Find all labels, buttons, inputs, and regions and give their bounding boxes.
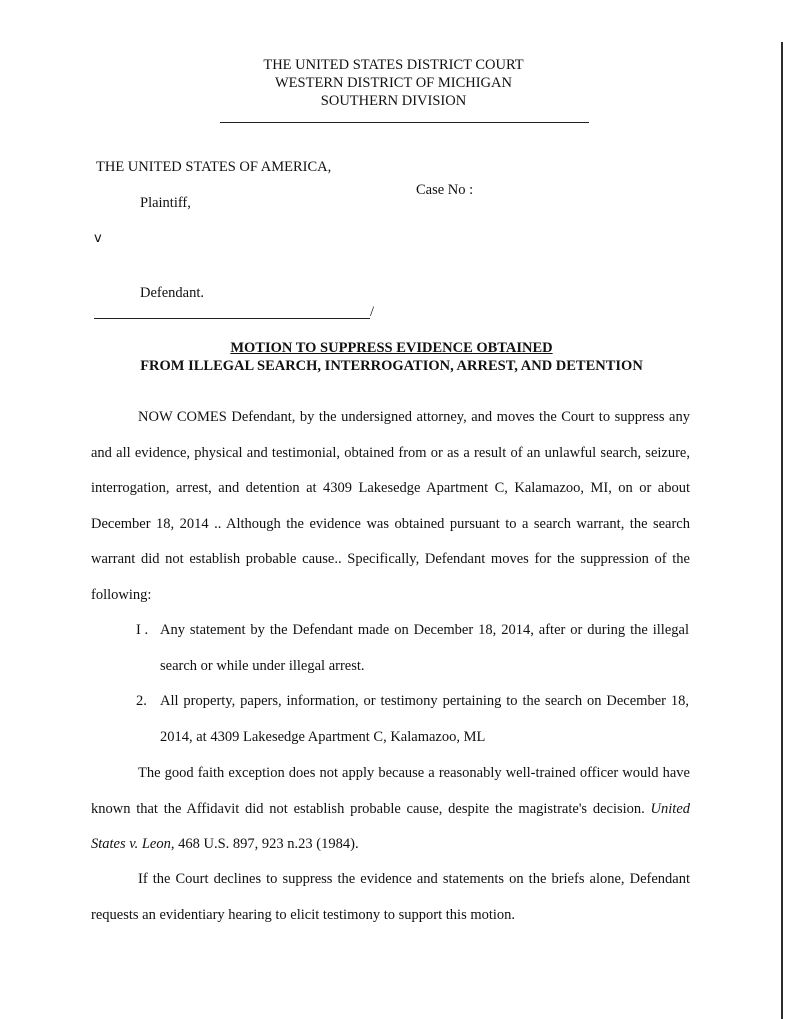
case-number-label: Case No : <box>416 182 474 198</box>
list-item-1 <box>136 613 689 684</box>
versus-label: v <box>94 231 102 246</box>
motion-title <box>0 339 783 375</box>
motion-title-line-1: MOTION TO SUPPRESS EVIDENCE OBTAINED <box>230 340 553 356</box>
citation-case-name: United States v. Leon <box>91 800 691 852</box>
caption-slash: / <box>370 304 375 320</box>
plaintiff-name: THE UNITED STATES OF AMERICA, <box>96 159 332 175</box>
motion-title-line-2: FROM ILLEGAL SEARCH, INTERROGATION, ARREST, AND DETENTION <box>140 358 643 374</box>
court-district: WESTERN DISTRICT OF MICHIGAN <box>275 75 512 91</box>
good-faith-paragraph <box>91 756 690 863</box>
list-item-2 <box>136 684 689 755</box>
intro-paragraph: NOW COMES Defendant, by the undersigned attorney, and moves the Court to suppress any and all evidence, physical and testimonial, obtained from or as a result of an unlawful search, seizure, interrogation, arrest, and detention at 4309 Lakesedge Apartment C, Kalamazoo, MI, on or about December 18, 2014 .. Although the evidence was obtained pursuant to a search warrant, the search warrant did not establish probable cause.. Specifically, Defendant moves for the suppression of the following: <box>91 409 690 603</box>
court-name: THE UNITED STATES DISTRICT COURT <box>263 57 524 73</box>
defendant-signature-line <box>94 318 370 319</box>
list-item-1-text: Any statement by the Defendant made on December 18, 2014, after or during the illegal search or while under illegal arrest. <box>160 622 689 674</box>
hearing-request-paragraph: If the Court declines to suppress the evidence and statements on the briefs alone, Defendant requests an evidentiary hearing to elicit testimony to support this motion. <box>91 871 690 923</box>
good-faith-text: The good faith exception does not apply because a reasonably well-trained officer would have known that the Affidavit did not establish probable cause, despite the magistrate's decision. <box>91 765 690 817</box>
page-edge-line <box>781 42 783 1019</box>
list-item-2-text: All property, papers, information, or testimony pertaining to the search on December 18, 2014, at 4309 Lakesedge Apartment C, Kalamazoo, ML <box>160 693 689 745</box>
citation-reporter: , 468 U.S. 897, 923 n.23 (1984). <box>170 836 359 852</box>
list-item-1-number: I . <box>136 622 149 638</box>
plaintiff-label: Plaintiff, <box>140 195 191 211</box>
court-division: SOUTHERN DIVISION <box>320 93 467 109</box>
court-caption <box>0 56 787 110</box>
defendant-label: Defendant. <box>140 285 205 301</box>
caption-divider <box>220 122 589 123</box>
list-item-2-number: 2. <box>136 693 147 709</box>
